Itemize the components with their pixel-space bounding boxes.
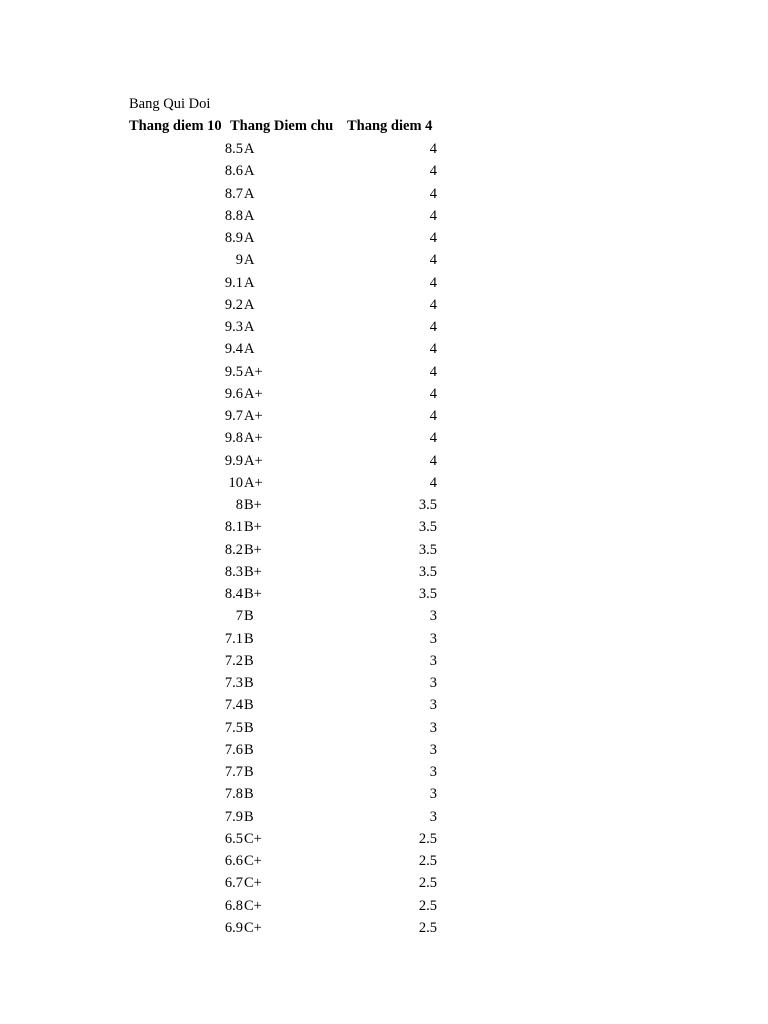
table-row [129, 828, 443, 850]
table-row [129, 450, 443, 472]
cell-thang-diem-10: 8.7 [224, 185, 243, 202]
cell-thang-diem-chu: A [244, 163, 255, 180]
table-row [129, 316, 443, 338]
cell-thang-diem-10: 9.6 [224, 385, 243, 402]
cell-thang-diem-10: 8.5 [224, 141, 243, 157]
table-row [129, 383, 443, 405]
cell-thang-diem-chu: A+ [244, 408, 263, 424]
cell-thang-diem-chu: A+ [244, 430, 263, 447]
table-header [129, 115, 443, 138]
table-row [129, 872, 443, 894]
header-thang-diem-4: Thang diem 4 [347, 118, 433, 134]
cell-thang-diem-4: 4 [429, 430, 437, 447]
cell-thang-diem-10: 6.9 [224, 919, 243, 936]
cell-thang-diem-4: 2.5 [418, 897, 437, 914]
cell-thang-diem-4: 4 [429, 274, 437, 291]
cell-thang-diem-chu: B+ [244, 563, 262, 580]
cell-thang-diem-chu: A [244, 252, 255, 269]
table-row [129, 850, 443, 872]
cell-thang-diem-4: 3 [429, 697, 437, 714]
cell-thang-diem-10: 7.4 [224, 697, 243, 714]
cell-thang-diem-4: 3 [429, 608, 437, 625]
table-row [129, 650, 443, 672]
cell-thang-diem-4: 3.5 [418, 519, 437, 536]
cell-thang-diem-4: 3 [429, 741, 437, 758]
cell-thang-diem-chu: A+ [244, 452, 263, 469]
cell-thang-diem-4: 4 [429, 296, 437, 313]
cell-thang-diem-chu: B [244, 764, 254, 780]
cell-thang-diem-chu: B+ [244, 541, 262, 558]
cell-thang-diem-10: 7.7 [224, 764, 243, 780]
cell-thang-diem-4: 4 [429, 207, 437, 224]
cell-thang-diem-10: 9 [235, 252, 243, 269]
cell-thang-diem-10: 9.8 [224, 430, 243, 447]
conversion-sheet [129, 93, 443, 939]
cell-thang-diem-10: 10 [228, 474, 243, 491]
cell-thang-diem-chu: A+ [244, 385, 263, 402]
cell-thang-diem-10: 9.3 [224, 319, 243, 335]
cell-thang-diem-4: 2.5 [418, 875, 437, 892]
cell-thang-diem-4: 2.5 [418, 853, 437, 869]
cell-thang-diem-10: 7.2 [224, 652, 243, 669]
cell-thang-diem-chu: B [244, 675, 254, 691]
cell-thang-diem-chu: A [244, 207, 255, 224]
table-row [129, 160, 443, 182]
page-title: Bang Qui Doi [129, 96, 211, 112]
table-row [129, 561, 443, 583]
cell-thang-diem-4: 4 [429, 385, 437, 402]
table-row [129, 249, 443, 271]
cell-thang-diem-4: 4 [429, 185, 437, 202]
cell-thang-diem-4: 3 [429, 652, 437, 669]
cell-thang-diem-chu: B [244, 741, 254, 758]
cell-thang-diem-chu: A [244, 230, 255, 246]
table-row [129, 895, 443, 917]
cell-thang-diem-chu: A [244, 141, 255, 157]
header-thang-diem-chu: Thang Diem chu [230, 118, 334, 134]
cell-thang-diem-4: 3 [429, 808, 437, 825]
cell-thang-diem-chu: B [244, 652, 254, 669]
cell-thang-diem-10: 8.6 [224, 163, 243, 180]
cell-thang-diem-4: 4 [429, 363, 437, 380]
cell-thang-diem-4: 3 [429, 630, 437, 647]
cell-thang-diem-4: 3 [429, 764, 437, 780]
cell-thang-diem-4: 4 [429, 319, 437, 335]
cell-thang-diem-10: 6.8 [224, 897, 243, 914]
table-row [129, 717, 443, 739]
cell-thang-diem-10: 7.9 [224, 808, 243, 825]
table-row [129, 516, 443, 538]
cell-thang-diem-4: 3.5 [418, 586, 437, 602]
cell-thang-diem-chu: A+ [244, 363, 263, 380]
table-row [129, 205, 443, 227]
table-row [129, 227, 443, 249]
cell-thang-diem-10: 9.1 [224, 274, 243, 291]
table-row [129, 783, 443, 805]
cell-thang-diem-chu: B+ [244, 497, 262, 513]
cell-thang-diem-chu: A [244, 296, 255, 313]
cell-thang-diem-4: 4 [429, 163, 437, 180]
cell-thang-diem-10: 8 [235, 497, 243, 513]
cell-thang-diem-4: 4 [429, 408, 437, 424]
cell-thang-diem-10: 8.4 [224, 586, 243, 602]
cell-thang-diem-chu: B+ [244, 586, 262, 602]
cell-thang-diem-chu: A [244, 185, 255, 202]
cell-thang-diem-10: 8.9 [224, 230, 243, 246]
cell-thang-diem-4: 3.5 [418, 563, 437, 580]
table-row [129, 694, 443, 716]
cell-thang-diem-chu: C+ [244, 853, 262, 869]
table-row [129, 739, 443, 761]
cell-thang-diem-chu: C+ [244, 919, 262, 936]
cell-thang-diem-10: 8.2 [224, 541, 243, 558]
cell-thang-diem-10: 7.5 [224, 719, 243, 736]
cell-thang-diem-4: 3 [429, 719, 437, 736]
table-row [129, 427, 443, 449]
cell-thang-diem-10: 7 [235, 608, 243, 625]
cell-thang-diem-10: 8.8 [224, 207, 243, 224]
cell-thang-diem-4: 4 [429, 141, 437, 157]
table-row [129, 917, 443, 939]
cell-thang-diem-chu: A+ [244, 474, 263, 491]
cell-thang-diem-4: 4 [429, 230, 437, 246]
cell-thang-diem-chu: B [244, 630, 254, 647]
cell-thang-diem-10: 7.1 [224, 630, 243, 647]
cell-thang-diem-4: 4 [429, 341, 437, 358]
table-row [129, 494, 443, 516]
cell-thang-diem-chu: A [244, 341, 255, 358]
header-thang-diem-10: Thang diem 10 [129, 118, 222, 134]
table-row [129, 183, 443, 205]
cell-thang-diem-chu: C+ [244, 875, 262, 892]
cell-thang-diem-10: 9.4 [224, 341, 243, 358]
cell-thang-diem-10: 6.5 [224, 830, 243, 847]
cell-thang-diem-10: 6.6 [224, 853, 243, 869]
cell-thang-diem-10: 9.7 [224, 408, 243, 424]
cell-thang-diem-4: 4 [429, 252, 437, 269]
cell-thang-diem-4: 3.5 [418, 497, 437, 513]
cell-thang-diem-4: 3 [429, 786, 437, 803]
table-row [129, 672, 443, 694]
table-row [129, 272, 443, 294]
cell-thang-diem-chu: A [244, 274, 255, 291]
cell-thang-diem-10: 8.3 [224, 563, 243, 580]
table-row [129, 539, 443, 561]
cell-thang-diem-chu: B [244, 786, 254, 803]
cell-thang-diem-chu: B [244, 608, 254, 625]
cell-thang-diem-10: 7.6 [224, 741, 243, 758]
cell-thang-diem-chu: B [244, 808, 254, 825]
cell-thang-diem-chu: B [244, 719, 254, 736]
table-row [129, 806, 443, 828]
table-row [129, 361, 443, 383]
cell-thang-diem-chu: B+ [244, 519, 262, 536]
table-body [129, 138, 443, 939]
cell-thang-diem-10: 7.8 [224, 786, 243, 803]
cell-thang-diem-10: 9.5 [224, 363, 243, 380]
table-row [129, 405, 443, 427]
cell-thang-diem-4: 4 [429, 474, 437, 491]
cell-thang-diem-4: 3 [429, 675, 437, 691]
cell-thang-diem-4: 2.5 [418, 919, 437, 936]
cell-thang-diem-chu: B [244, 697, 254, 714]
table-row [129, 761, 443, 783]
table-row [129, 338, 443, 360]
cell-thang-diem-10: 6.7 [224, 875, 243, 892]
table-row [129, 605, 443, 627]
cell-thang-diem-chu: C+ [244, 897, 262, 914]
cell-thang-diem-10: 9.9 [224, 452, 243, 469]
cell-thang-diem-10: 9.2 [224, 296, 243, 313]
cell-thang-diem-4: 2.5 [418, 830, 437, 847]
cell-thang-diem-chu: A [244, 319, 255, 335]
cell-thang-diem-chu: C+ [244, 830, 262, 847]
cell-thang-diem-10: 7.3 [224, 675, 243, 691]
table-row [129, 472, 443, 494]
table-row [129, 294, 443, 316]
table-row [129, 628, 443, 650]
cell-thang-diem-4: 3.5 [418, 541, 437, 558]
cell-thang-diem-4: 4 [429, 452, 437, 469]
cell-thang-diem-10: 8.1 [224, 519, 243, 536]
table-row [129, 138, 443, 160]
table-row [129, 583, 443, 605]
